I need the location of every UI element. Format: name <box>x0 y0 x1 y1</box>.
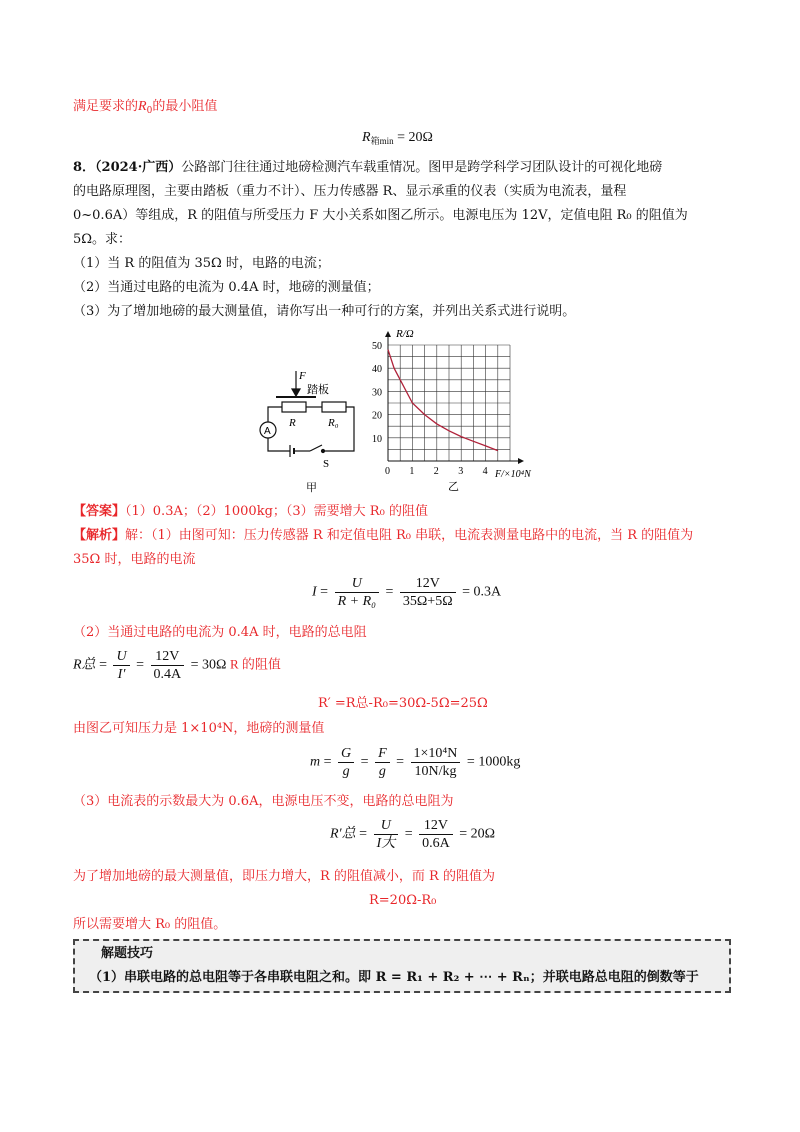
eq1-rhs: 0.3A <box>473 584 502 600</box>
eq4-den-1: g <box>342 764 350 779</box>
equation-r-prime: R′ =R总-R₀=30Ω-5Ω=25Ω <box>318 696 488 711</box>
eq4-num-3: 1×10⁴N <box>411 745 461 763</box>
eq-lhs: R <box>362 130 371 145</box>
wire-right <box>324 407 354 451</box>
analysis-text-1: 解：（1）由图可知：压力传感器 R 和定值电阻 R₀ 串联，电流表测量电路中的电流，当 R 的阻值为 <box>125 528 694 543</box>
x-tick-label: 4 <box>482 466 488 477</box>
tips-box <box>73 939 731 993</box>
analysis-line-4: 由图乙可知压力是 1×10⁴N，地磅的测量值 <box>73 721 325 736</box>
wire-left-bottom <box>268 438 290 451</box>
prev-answer-end: 的最小阻值 <box>152 99 218 114</box>
question-sub-3: （3）为了增加地磅的最大测量值，请你写出一种可行的方案，并列出关系式进行说明。 <box>73 304 576 319</box>
r0-label: R₀ <box>328 417 339 429</box>
analysis-line-6: 为了增加地磅的最大测量值，即压力增大，R 的阻值减小，而 R 的阻值为 <box>73 869 495 884</box>
resistor-r <box>282 402 306 412</box>
eq5-lhs: R′总 <box>330 826 356 842</box>
question-line-1 <box>73 159 662 177</box>
eq4-num-1: G <box>338 745 354 763</box>
eq1-den-1: R + R₀ <box>337 594 376 609</box>
analysis-line-2: 35Ω 时，电路的电流 <box>73 552 196 567</box>
resistance-force-chart <box>362 325 552 495</box>
eq4-lhs: m <box>310 754 321 770</box>
analysis-line-5: （3）电流表的示数最大为 0.6A，电源电压不变，电路的总电阻为 <box>73 794 454 809</box>
switch-lever <box>310 445 322 451</box>
x-tick-label: 0 <box>385 466 390 477</box>
y-axis-arrow <box>385 331 391 337</box>
eq2-lhs: R总 <box>73 657 96 673</box>
x-axis-arrow <box>518 458 524 464</box>
eq2-num-1: U <box>113 648 129 666</box>
y-tick-label: 50 <box>372 341 382 352</box>
y-axis-label: R/Ω <box>396 328 414 340</box>
eq4-den-2: g <box>378 764 386 779</box>
eq1-den-2: 35Ω+5Ω <box>402 594 453 609</box>
prev-answer-var: R <box>138 99 147 114</box>
prev-answer-equation <box>362 130 433 147</box>
eq4-num-2: F <box>375 745 390 763</box>
eq5-frac-2 <box>419 817 453 852</box>
eq2-den-2: 0.4A <box>153 667 182 682</box>
force-arrowhead <box>292 389 300 396</box>
answer-line <box>73 503 428 521</box>
equation-current: I = $\frac{U}{\text{R + R₀}}$ = $\frac{12V}{35\Omega+5\Omega}$ = 0.3A <box>312 576 502 609</box>
prev-answer-line <box>73 98 217 120</box>
pedal-label: 踏板 <box>307 383 329 396</box>
chart-grid <box>388 345 510 461</box>
eq2-frac-1 <box>113 648 129 683</box>
eq5-frac-1 <box>374 817 399 852</box>
eq1-num-2: 12V <box>400 575 456 593</box>
question-sub-1: （1）当 R 的阻值为 35Ω 时，电路的电流； <box>73 256 330 271</box>
x-tick-label: 1 <box>409 466 415 477</box>
x-tick-label: 3 <box>458 466 464 477</box>
eq1-frac-2 <box>400 575 456 610</box>
analysis-line-1 <box>73 527 693 545</box>
eq5-den-1: I大 <box>376 836 396 851</box>
eq5-num-1: U <box>374 817 399 835</box>
y-tick-label: 20 <box>372 410 382 422</box>
x-tick-label: 2 <box>433 466 439 477</box>
eq2-den-1: I′ <box>117 667 126 682</box>
figure-b-caption: 乙 <box>448 480 459 493</box>
analysis-label: 【解析】 <box>73 528 126 543</box>
chart-ticks <box>372 341 488 477</box>
question-line-4: 5Ω。求： <box>73 232 132 247</box>
eq-sub: 箱min <box>370 136 394 146</box>
eq4-rhs: 1000kg <box>478 754 521 770</box>
eq1-frac-1 <box>335 575 379 610</box>
answer-label: 【答案】 <box>73 504 126 519</box>
question-text-1: 公路部门往往通过地磅检测汽车载重情况。图甲是跨学科学习团队设计的可视化地磅 <box>181 160 663 175</box>
prev-answer-text: 满足要求的 <box>73 99 139 114</box>
equation-total-resistance-max: R′总 = $\frac{U}{\text{I大}}$ = $\frac{12V}{0.6A}$ = 20Ω <box>330 818 496 851</box>
x-axis-label: F/×10⁴N <box>495 469 531 480</box>
switch-label: S <box>323 458 330 470</box>
eq2-num-2: 12V <box>151 648 185 666</box>
tips-title: 解题技巧 <box>101 946 154 961</box>
answer-text: （1）0.3A；（2）1000kg；（3）需要增大 R₀ 的阻值 <box>125 504 428 519</box>
y-tick-label: 30 <box>372 387 382 399</box>
y-tick-label: 40 <box>372 364 382 376</box>
ammeter-label: A <box>264 426 271 437</box>
eq-rhs: = 20Ω <box>397 130 433 145</box>
resistor-r0 <box>322 402 346 412</box>
eq2-tail: R 的阻值 <box>229 656 281 672</box>
eq1-lhs: I <box>312 584 317 600</box>
eq5-num-2: 12V <box>419 817 453 835</box>
eq4-frac-3 <box>411 745 461 780</box>
eq5-den-2: 0.6A <box>422 836 450 851</box>
question-line-2: 的电路原理图，主要由踏板（重力不计）、压力传感器 R、显示承重的仪表（实质为电流表，量程 <box>73 184 627 199</box>
question-number: 8． <box>73 160 96 175</box>
chart-series-line <box>388 350 498 451</box>
wire-left-top <box>268 407 282 422</box>
question-line-3: 0~0.6A）等组成，R 的阻值与所受压力 F 大小关系如图乙所示。电源电压为 12V，定值电阻 R₀ 的阻值为 <box>73 208 688 223</box>
circuit-diagram <box>250 365 360 495</box>
equation-total-resistance: R总 = $\frac{U}{I'}$ = $\frac{12V}{0.4A}$ = 30Ω R 的阻值 <box>73 649 281 682</box>
tips-line-1: （1）串联电路的总电阻等于各串联电阻之和。即 R = R₁ + R₂ + ⋯ + Rₙ；并联电路总电阻的倒数等于 <box>89 970 699 985</box>
eq5-rhs: 20Ω <box>470 826 496 842</box>
r-label: R <box>289 417 296 429</box>
question-sub-2: （2）当通过电路的电流为 0.4A 时，地磅的测量值； <box>73 280 380 295</box>
y-tick-label: 10 <box>372 433 382 445</box>
eq2-frac-2 <box>151 648 185 683</box>
force-label: F <box>299 370 306 382</box>
eq2-rhs: 30Ω <box>202 657 227 673</box>
chart-axes <box>385 331 524 464</box>
equation-mass: m = $\frac{G}{g}$ = $\frac{F}{g}$ = $\frac{\text{1×10⁴N}}{10N/kg}$ = 1000kg <box>310 746 521 779</box>
eq4-den-3: 10N/kg <box>414 764 457 779</box>
question-source: （2024·广西） <box>95 160 182 175</box>
analysis-line-3: （2）当通过电路的电流为 0.4A 时，电路的总电阻 <box>73 625 367 640</box>
eq1-num-1: U <box>335 575 379 593</box>
switch-contact <box>322 450 325 453</box>
analysis-line-7: 所以需要增大 R₀ 的阻值。 <box>73 917 227 932</box>
eq4-frac-2 <box>375 745 390 780</box>
eq4-frac-1 <box>338 745 354 780</box>
figure-a-caption: 甲 <box>306 481 317 494</box>
equation-r: R=20Ω-R₀ <box>369 893 437 908</box>
prev-answer-sub: 0 <box>146 106 153 116</box>
